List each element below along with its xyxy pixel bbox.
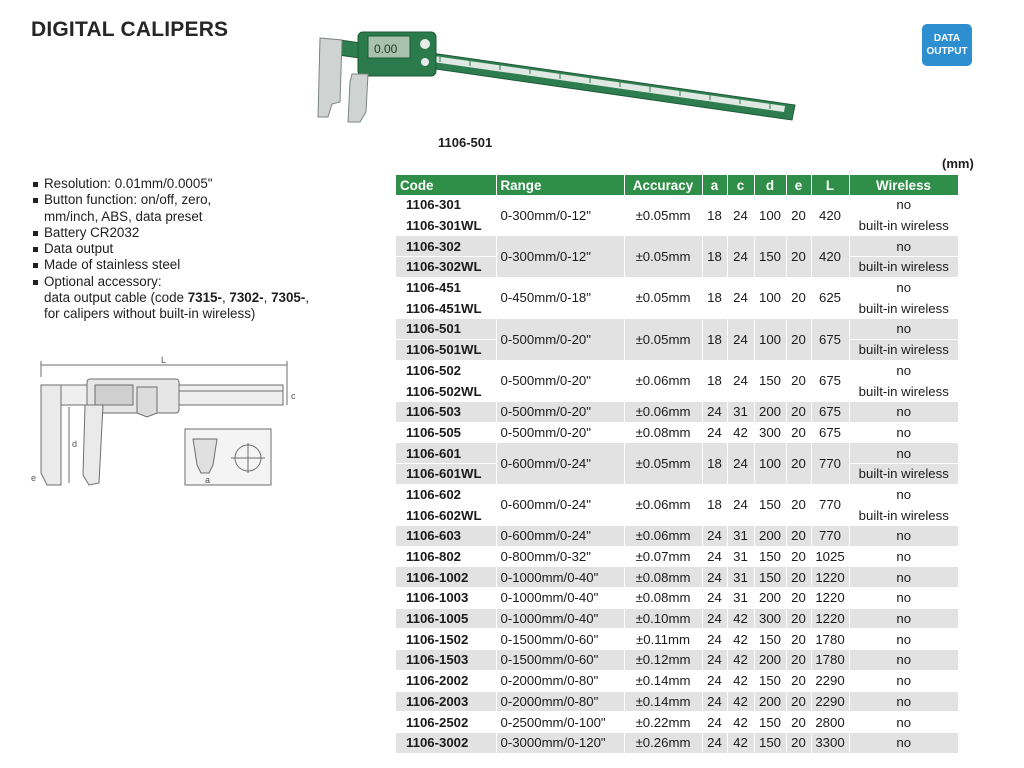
cell-a: 24	[702, 691, 727, 712]
dim-label-a: a	[205, 475, 211, 485]
feature-item	[33, 176, 309, 192]
cell-code: 1106-451WL	[396, 298, 496, 319]
cell-code: 1106-1002	[396, 567, 496, 588]
table-row	[396, 360, 958, 381]
cell-wireless: no	[849, 526, 958, 547]
cell-c: 24	[727, 319, 754, 360]
cell-code: 1106-505	[396, 422, 496, 443]
cell-wireless: no	[849, 195, 958, 215]
cell-wireless: built-in wireless	[849, 339, 958, 360]
cell-wireless: no	[849, 277, 958, 298]
cell-e: 20	[786, 712, 811, 733]
cell-accuracy: ±0.14mm	[624, 691, 702, 712]
col-header-c: c	[727, 175, 754, 195]
cell-a: 18	[702, 277, 727, 318]
cell-wireless: no	[849, 712, 958, 733]
cell-l: 1220	[811, 567, 849, 588]
col-header-a: a	[702, 175, 727, 195]
cell-accuracy: ±0.22mm	[624, 712, 702, 733]
cell-code: 1106-301	[396, 195, 496, 215]
cell-a: 18	[702, 443, 727, 484]
table-row	[396, 422, 958, 443]
cell-code: 1106-302WL	[396, 257, 496, 278]
cell-accuracy: ±0.14mm	[624, 670, 702, 691]
cell-a: 24	[702, 650, 727, 671]
cell-d: 150	[754, 732, 786, 753]
cell-code: 1106-503	[396, 401, 496, 422]
col-header-wireless: Wireless	[849, 175, 958, 195]
cell-code: 1106-502	[396, 360, 496, 381]
cell-code: 1106-602	[396, 484, 496, 505]
cell-l: 2290	[811, 670, 849, 691]
cell-l: 2290	[811, 691, 849, 712]
table-body	[396, 195, 958, 753]
cell-a: 18	[702, 360, 727, 401]
cell-range: 0-2500mm/0-100"	[496, 712, 624, 733]
badge-line-2: OUTPUT	[926, 46, 968, 57]
cell-e: 20	[786, 484, 811, 525]
cell-d: 200	[754, 401, 786, 422]
cell-a: 24	[702, 567, 727, 588]
caliper-photo	[300, 22, 800, 132]
cell-accuracy: ±0.05mm	[624, 319, 702, 360]
cell-e: 20	[786, 608, 811, 629]
badge-line-1: DATA	[933, 33, 961, 44]
cell-c: 31	[727, 588, 754, 609]
cell-c: 42	[727, 670, 754, 691]
feature-item-continued	[33, 209, 309, 225]
dim-label-L: L	[161, 355, 167, 365]
cell-code: 1106-501WL	[396, 339, 496, 360]
cell-range: 0-300mm/0-12"	[496, 236, 624, 277]
cell-wireless: no	[849, 360, 958, 381]
feature-text: for calipers without built-in wireless)	[44, 306, 256, 322]
cell-wireless: no	[849, 691, 958, 712]
table-row	[396, 712, 958, 733]
cell-code: 1106-1005	[396, 608, 496, 629]
cell-a: 18	[702, 484, 727, 525]
feature-text: Resolution: 0.01mm/0.0005"	[44, 176, 213, 191]
cell-l: 1220	[811, 588, 849, 609]
cell-a: 18	[702, 195, 727, 236]
cell-d: 150	[754, 567, 786, 588]
cell-c: 42	[727, 650, 754, 671]
unit-label: (mm)	[942, 156, 974, 171]
table-row	[396, 608, 958, 629]
cell-e: 20	[786, 650, 811, 671]
cell-code: 1106-1502	[396, 629, 496, 650]
cell-code: 1106-1003	[396, 588, 496, 609]
cell-a: 18	[702, 319, 727, 360]
table-row	[396, 670, 958, 691]
cell-d: 150	[754, 236, 786, 277]
cell-wireless: no	[849, 629, 958, 650]
cell-range: 0-300mm/0-12"	[496, 195, 624, 236]
table-header-row	[396, 175, 958, 195]
cell-wireless: built-in wireless	[849, 463, 958, 484]
cell-wireless: no	[849, 567, 958, 588]
cell-code: 1106-1503	[396, 650, 496, 671]
feature-item	[33, 225, 309, 241]
cell-l: 3300	[811, 732, 849, 753]
cell-wireless: built-in wireless	[849, 381, 958, 402]
cell-accuracy: ±0.06mm	[624, 526, 702, 547]
cell-range: 0-450mm/0-18"	[496, 277, 624, 318]
table-row	[396, 484, 958, 505]
cell-accuracy: ±0.06mm	[624, 484, 702, 525]
col-header-range: Range	[496, 175, 624, 195]
cell-code: 1106-601	[396, 443, 496, 464]
cell-a: 24	[702, 608, 727, 629]
col-header-code: Code	[396, 175, 496, 195]
cell-wireless: no	[849, 401, 958, 422]
cell-l: 2800	[811, 712, 849, 733]
cell-e: 20	[786, 277, 811, 318]
cell-c: 24	[727, 195, 754, 236]
cell-range: 0-500mm/0-20"	[496, 319, 624, 360]
cell-code: 1106-603	[396, 526, 496, 547]
cell-d: 150	[754, 670, 786, 691]
feature-item	[33, 241, 309, 257]
table-row	[396, 526, 958, 547]
feature-text: data output cable (code 7315-, 7302-, 7305-,	[44, 290, 310, 306]
data-output-badge	[922, 24, 972, 66]
cell-e: 20	[786, 195, 811, 236]
table-row	[396, 629, 958, 650]
table-row	[396, 567, 958, 588]
table-row	[396, 195, 958, 215]
cell-a: 24	[702, 588, 727, 609]
cell-a: 18	[702, 236, 727, 277]
cell-d: 150	[754, 484, 786, 525]
cell-a: 24	[702, 401, 727, 422]
cell-accuracy: ±0.08mm	[624, 567, 702, 588]
cell-l: 675	[811, 401, 849, 422]
cell-c: 42	[727, 712, 754, 733]
table-row	[396, 319, 958, 340]
cell-l: 770	[811, 484, 849, 525]
cell-a: 24	[702, 629, 727, 650]
cell-c: 31	[727, 526, 754, 547]
cell-e: 20	[786, 670, 811, 691]
cell-code: 1106-502WL	[396, 381, 496, 402]
cell-d: 200	[754, 650, 786, 671]
cell-l: 675	[811, 360, 849, 401]
spec-table	[396, 175, 959, 754]
cell-accuracy: ±0.05mm	[624, 195, 702, 236]
cell-d: 100	[754, 443, 786, 484]
cell-d: 100	[754, 195, 786, 236]
cell-e: 20	[786, 546, 811, 567]
cell-e: 20	[786, 443, 811, 484]
dim-label-c: c	[291, 391, 296, 401]
table-row	[396, 236, 958, 257]
cell-wireless: no	[849, 670, 958, 691]
cell-range: 0-3000mm/0-120"	[496, 732, 624, 753]
table-row	[396, 691, 958, 712]
dimension-diagram	[25, 355, 300, 495]
table-row	[396, 546, 958, 567]
table-row	[396, 401, 958, 422]
cell-c: 31	[727, 567, 754, 588]
cell-range: 0-1500mm/0-60"	[496, 650, 624, 671]
cell-l: 420	[811, 236, 849, 277]
cell-c: 42	[727, 422, 754, 443]
cell-range: 0-600mm/0-24"	[496, 443, 624, 484]
cell-d: 300	[754, 422, 786, 443]
table-row	[396, 443, 958, 464]
feature-text: Button function: on/off, zero,	[44, 192, 212, 208]
col-header-e: e	[786, 175, 811, 195]
table-row	[396, 732, 958, 753]
cell-range: 0-1000mm/0-40"	[496, 608, 624, 629]
col-header-d: d	[754, 175, 786, 195]
cell-range: 0-1500mm/0-60"	[496, 629, 624, 650]
cell-d: 150	[754, 360, 786, 401]
cell-e: 20	[786, 526, 811, 547]
cell-d: 200	[754, 588, 786, 609]
cell-accuracy: ±0.06mm	[624, 401, 702, 422]
cell-l: 420	[811, 195, 849, 236]
cell-e: 20	[786, 629, 811, 650]
col-header-accuracy: Accuracy	[624, 175, 702, 195]
cell-c: 24	[727, 443, 754, 484]
cell-e: 20	[786, 422, 811, 443]
cell-range: 0-1000mm/0-40"	[496, 567, 624, 588]
cell-range: 0-500mm/0-20"	[496, 360, 624, 401]
cell-l: 625	[811, 277, 849, 318]
cell-a: 24	[702, 712, 727, 733]
cell-wireless: built-in wireless	[849, 505, 958, 526]
cell-e: 20	[786, 236, 811, 277]
cell-l: 1025	[811, 546, 849, 567]
cell-accuracy: ±0.26mm	[624, 732, 702, 753]
cell-e: 20	[786, 401, 811, 422]
cell-code: 1106-301WL	[396, 215, 496, 236]
cell-code: 1106-451	[396, 277, 496, 298]
cell-accuracy: ±0.06mm	[624, 360, 702, 401]
cell-wireless: no	[849, 732, 958, 753]
cell-c: 24	[727, 360, 754, 401]
cell-range: 0-600mm/0-24"	[496, 484, 624, 525]
cell-c: 42	[727, 608, 754, 629]
cell-range: 0-2000mm/0-80"	[496, 691, 624, 712]
cell-accuracy: ±0.08mm	[624, 422, 702, 443]
cell-d: 150	[754, 546, 786, 567]
cell-wireless: no	[849, 588, 958, 609]
dim-label-d: d	[72, 439, 78, 449]
cell-wireless: no	[849, 422, 958, 443]
feature-item	[33, 257, 309, 273]
model-caption: 1106-501	[438, 135, 493, 150]
cell-e: 20	[786, 691, 811, 712]
cell-accuracy: ±0.07mm	[624, 546, 702, 567]
feature-list	[33, 176, 309, 323]
feature-item	[33, 192, 309, 208]
feature-text: Made of stainless steel	[44, 257, 181, 273]
cell-c: 42	[727, 691, 754, 712]
cell-wireless: no	[849, 319, 958, 340]
cell-range: 0-500mm/0-20"	[496, 422, 624, 443]
cell-d: 300	[754, 608, 786, 629]
cell-range: 0-500mm/0-20"	[496, 401, 624, 422]
cell-a: 24	[702, 732, 727, 753]
cell-e: 20	[786, 360, 811, 401]
cell-accuracy: ±0.10mm	[624, 608, 702, 629]
cell-e: 20	[786, 588, 811, 609]
cell-accuracy: ±0.08mm	[624, 588, 702, 609]
page-title: DIGITAL CALIPERS	[31, 18, 229, 41]
cell-range: 0-2000mm/0-80"	[496, 670, 624, 691]
cell-accuracy: ±0.05mm	[624, 236, 702, 277]
cell-code: 1106-602WL	[396, 505, 496, 526]
cell-d: 100	[754, 277, 786, 318]
table-row	[396, 277, 958, 298]
cell-code: 1106-3002	[396, 732, 496, 753]
cell-d: 150	[754, 629, 786, 650]
cell-c: 42	[727, 629, 754, 650]
cell-l: 770	[811, 443, 849, 484]
cell-d: 150	[754, 712, 786, 733]
cell-wireless: built-in wireless	[849, 257, 958, 278]
cell-wireless: no	[849, 443, 958, 464]
cell-code: 1106-2002	[396, 670, 496, 691]
cell-code: 1106-2502	[396, 712, 496, 733]
svg-text:0.00: 0.00	[374, 42, 398, 56]
cell-l: 675	[811, 422, 849, 443]
cell-a: 24	[702, 526, 727, 547]
table-row	[396, 650, 958, 671]
cell-l: 1780	[811, 629, 849, 650]
cell-accuracy: ±0.05mm	[624, 443, 702, 484]
cell-d: 200	[754, 691, 786, 712]
feature-item-continued	[33, 290, 309, 306]
cell-code: 1106-601WL	[396, 463, 496, 484]
cell-l: 1220	[811, 608, 849, 629]
cell-wireless: no	[849, 236, 958, 257]
cell-range: 0-1000mm/0-40"	[496, 588, 624, 609]
cell-c: 42	[727, 732, 754, 753]
cell-wireless: built-in wireless	[849, 298, 958, 319]
cell-d: 100	[754, 319, 786, 360]
cell-c: 31	[727, 546, 754, 567]
cell-d: 200	[754, 526, 786, 547]
cell-e: 20	[786, 319, 811, 360]
dim-label-e: e	[31, 473, 37, 483]
cell-l: 675	[811, 319, 849, 360]
cell-wireless: no	[849, 546, 958, 567]
cell-range: 0-800mm/0-32"	[496, 546, 624, 567]
cell-c: 24	[727, 484, 754, 525]
cell-a: 24	[702, 670, 727, 691]
cell-code: 1106-2003	[396, 691, 496, 712]
feature-item	[33, 274, 309, 290]
col-header-L: L	[811, 175, 849, 195]
cell-wireless: built-in wireless	[849, 215, 958, 236]
feature-item-continued	[33, 306, 309, 322]
cell-range: 0-600mm/0-24"	[496, 526, 624, 547]
feature-text: Data output	[44, 241, 114, 257]
cell-code: 1106-302	[396, 236, 496, 257]
cell-wireless: no	[849, 608, 958, 629]
cell-e: 20	[786, 732, 811, 753]
cell-accuracy: ±0.12mm	[624, 650, 702, 671]
cell-e: 20	[786, 567, 811, 588]
feature-text: Battery CR2032	[44, 224, 140, 240]
cell-wireless: no	[849, 484, 958, 505]
cell-c: 31	[727, 401, 754, 422]
cell-code: 1106-802	[396, 546, 496, 567]
cell-c: 24	[727, 277, 754, 318]
cell-code: 1106-501	[396, 319, 496, 340]
cell-l: 1780	[811, 650, 849, 671]
cell-l: 770	[811, 526, 849, 547]
cell-a: 24	[702, 422, 727, 443]
cell-accuracy: ±0.05mm	[624, 277, 702, 318]
cell-c: 24	[727, 236, 754, 277]
cell-a: 24	[702, 546, 727, 567]
feature-text: mm/inch, ABS, data preset	[44, 208, 203, 224]
table-row	[396, 588, 958, 609]
cell-wireless: no	[849, 650, 958, 671]
cell-accuracy: ±0.11mm	[624, 629, 702, 650]
feature-text: Optional accessory:	[44, 273, 162, 289]
